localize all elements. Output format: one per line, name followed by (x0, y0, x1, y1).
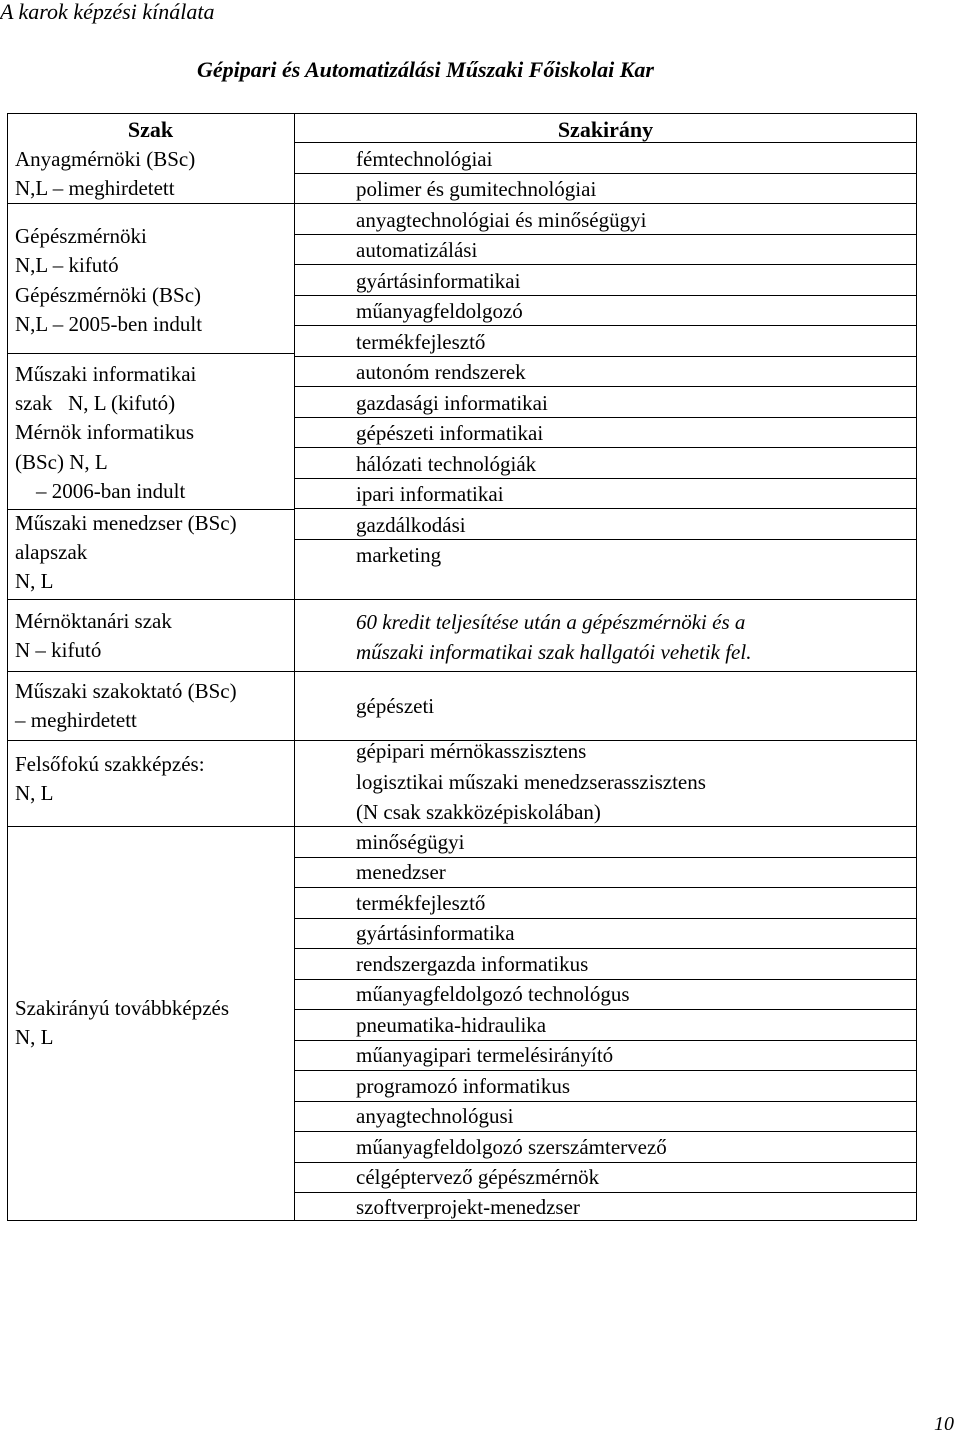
specialization-line: gépészeti (356, 694, 435, 718)
row-divider (7, 203, 294, 204)
table-top-border (7, 113, 917, 114)
program-line: Anyagmérnöki (BSc) (15, 147, 196, 171)
specialization-line: programozó informatikus (356, 1074, 571, 1098)
row-divider (7, 671, 294, 672)
specialization-line: szoftverprojekt-menedzser (356, 1195, 580, 1219)
program-line: – 2006-ban indult (15, 479, 186, 503)
row-divider (294, 671, 917, 672)
row-divider (7, 599, 294, 600)
program-line: N, L (15, 569, 54, 593)
program-line: Felsőfokú szakképzés: (15, 752, 205, 776)
specialization-note: műszaki informatikai szak hallgatói vehetik fel. (356, 640, 752, 664)
specialization-line: autonóm rendszerek (356, 360, 526, 384)
specialization-line: ipari informatikai (356, 482, 504, 506)
specialization-line: minőségügyi (356, 830, 465, 854)
program-line: Műszaki informatikai (15, 362, 197, 386)
row-divider (294, 599, 917, 600)
program-line: Műszaki szakoktató (BSc) (15, 679, 237, 703)
row-divider (7, 740, 294, 741)
program-line: N, L (15, 781, 54, 805)
specialization-line: gyártásinformatika (356, 921, 515, 945)
program-line: szak N, L (kifutó) (15, 391, 176, 415)
specialization-line: gépészeti informatikai (356, 421, 544, 445)
program-line: N,L – kifutó (15, 253, 119, 277)
specialization-line: logisztikai műszaki menedzserasszisztens (356, 770, 706, 794)
program-line: N,L – meghirdetett (15, 176, 175, 200)
specialization-line: gazdálkodási (356, 513, 466, 537)
specialization-line: termékfejlesztő (356, 330, 486, 354)
specialization-line: műanyagfeldolgozó (356, 299, 523, 323)
specialization-note: 60 kredit teljesítése után a gépészmérnöki és a (356, 610, 746, 634)
program-line: Gépészmérnöki (BSc) (15, 283, 202, 307)
specialization-line: fémtechnológiai (356, 147, 493, 171)
row-divider (7, 353, 294, 354)
program-line: N,L – 2005-ben indult (15, 312, 203, 336)
program-line: Mérnöktanári szak (15, 609, 172, 633)
column-header-szak: Szak (127, 117, 174, 142)
specialization-line: marketing (356, 543, 442, 567)
program-line: Gépészmérnöki (15, 224, 147, 248)
specialization-line: gazdasági informatikai (356, 391, 548, 415)
specialization-line: hálózati technológiák (356, 452, 537, 476)
specialization-line: műanyagfeldolgozó szerszámtervező (356, 1135, 667, 1159)
specialization-line: célgéptervező gépészmérnök (356, 1165, 600, 1189)
specialization-line: automatizálási (356, 238, 478, 262)
program-line: Mérnök informatikus (15, 420, 195, 444)
specialization-line: (N csak szakközépiskolában) (356, 800, 601, 824)
specialization-line: termékfejlesztő (356, 891, 486, 915)
specialization-line: pneumatika-hidraulika (356, 1013, 547, 1037)
page-number: 10 (934, 1413, 954, 1435)
program-line: N – kifutó (15, 638, 102, 662)
program-line: alapszak (15, 540, 88, 564)
program-line: N, L (15, 1025, 54, 1049)
row-divider (7, 826, 294, 827)
specialization-line: anyagtechnológusi (356, 1104, 514, 1128)
program-line: – meghirdetett (15, 708, 137, 732)
specialization-line: menedzser (356, 860, 446, 884)
column-header-szakirany: Szakirány (557, 117, 654, 142)
specialization-line: műanyagfeldolgozó technológus (356, 982, 630, 1006)
faculty-title: Gépipari és Automatizálási Műszaki Főiskolai Kar (197, 57, 654, 82)
program-line: (BSc) N, L (15, 450, 108, 474)
page-header: A karok képzési kínálata (0, 0, 215, 24)
specialization-line: anyagtechnológiai és minőségügyi (356, 208, 647, 232)
specialization-line: gyártásinformatikai (356, 269, 521, 293)
specialization-line: műanyagipari termelésirányító (356, 1043, 614, 1067)
specialization-line: gépipari mérnökasszisztens (356, 739, 587, 763)
program-line: Műszaki menedzser (BSc) (15, 511, 237, 535)
specialization-line: rendszergazda informatikus (356, 952, 589, 976)
specialization-line: polimer és gumitechnológiai (356, 177, 597, 201)
program-line: Szakirányú továbbképzés (15, 996, 230, 1020)
